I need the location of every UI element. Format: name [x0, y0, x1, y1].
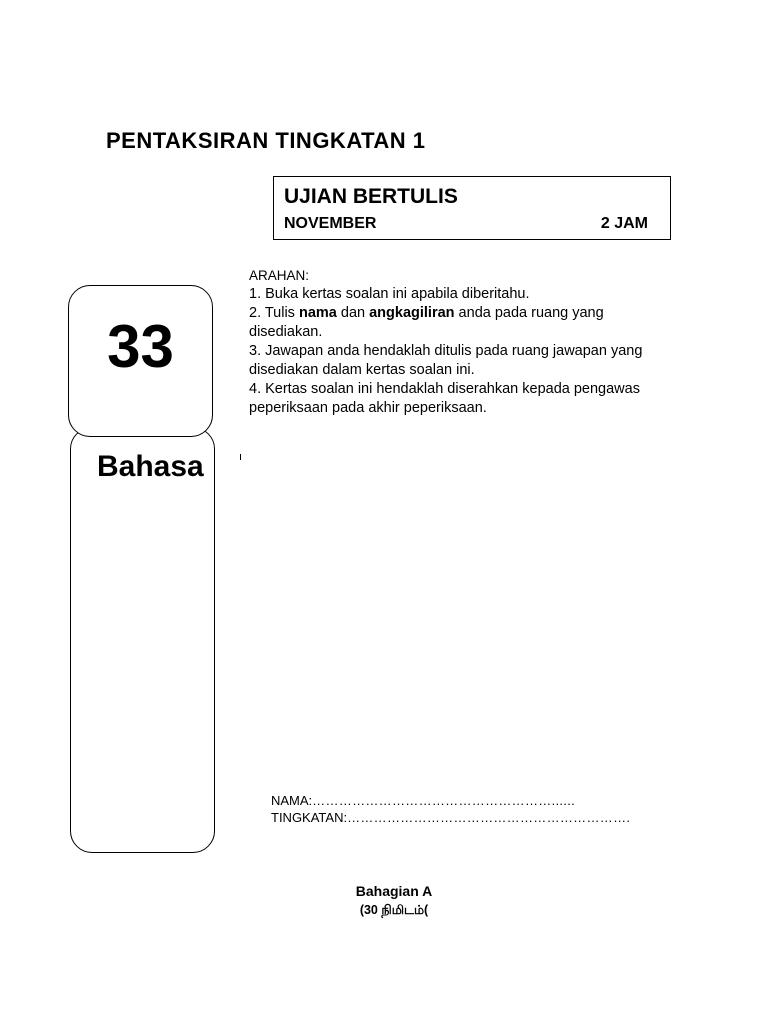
- student-fields: [271, 792, 630, 826]
- exam-name: UJIAN BERTULIS: [284, 185, 458, 208]
- instruction-item-2: [249, 304, 679, 342]
- subject-code: 33: [107, 313, 174, 380]
- section-duration: (30 நிமிடம்(: [359, 903, 429, 917]
- instruction-text: 1. Buka kertas soalan ini apabila diberitahu.: [249, 286, 530, 302]
- exam-info-box: [273, 176, 671, 240]
- class-blank[interactable]: ……………………………………………………….: [347, 810, 631, 825]
- exam-month: NOVEMBER: [284, 215, 377, 232]
- subject-panel: [70, 427, 215, 853]
- margin-mark: [240, 454, 241, 460]
- exam-duration: 2 JAM: [600, 215, 648, 232]
- section-title: Bahagian A: [355, 883, 433, 899]
- instruction-item-4: [249, 380, 679, 418]
- instruction-text: 2. Tulis: [249, 305, 299, 321]
- name-label: NAMA:: [271, 793, 313, 808]
- subject-code-panel: [68, 285, 213, 437]
- instruction-text: dan: [336, 305, 370, 321]
- name-blank[interactable]: ………………………………………………......: [312, 793, 576, 808]
- name-field[interactable]: [271, 792, 630, 809]
- subject-name: Bahasa: [97, 450, 204, 483]
- instruction-text: 4. Kertas soalan ini hendaklah diserahkan kepada pengawas peperiksaan pada akhir peperiksaan.: [249, 381, 640, 416]
- paper-title: PENTAKSIRAN TINGKATAN 1: [106, 128, 426, 153]
- instructions-heading: ARAHAN:: [249, 268, 310, 283]
- instruction-emphasis: nama: [298, 305, 337, 321]
- instructions: [249, 266, 679, 418]
- instruction-item-3: [249, 342, 679, 380]
- instruction-text: 3. Jawapan anda hendaklah ditulis pada ruang jawapan yang disediakan dalam kertas soalan ini.: [249, 343, 643, 378]
- class-field[interactable]: [271, 809, 630, 826]
- instruction-emphasis: angkagiliran: [369, 305, 455, 321]
- instruction-text: anda pada ruang yang disediakan.: [249, 305, 604, 340]
- class-label: TINGKATAN:: [271, 810, 348, 825]
- instruction-item-1: [249, 285, 679, 304]
